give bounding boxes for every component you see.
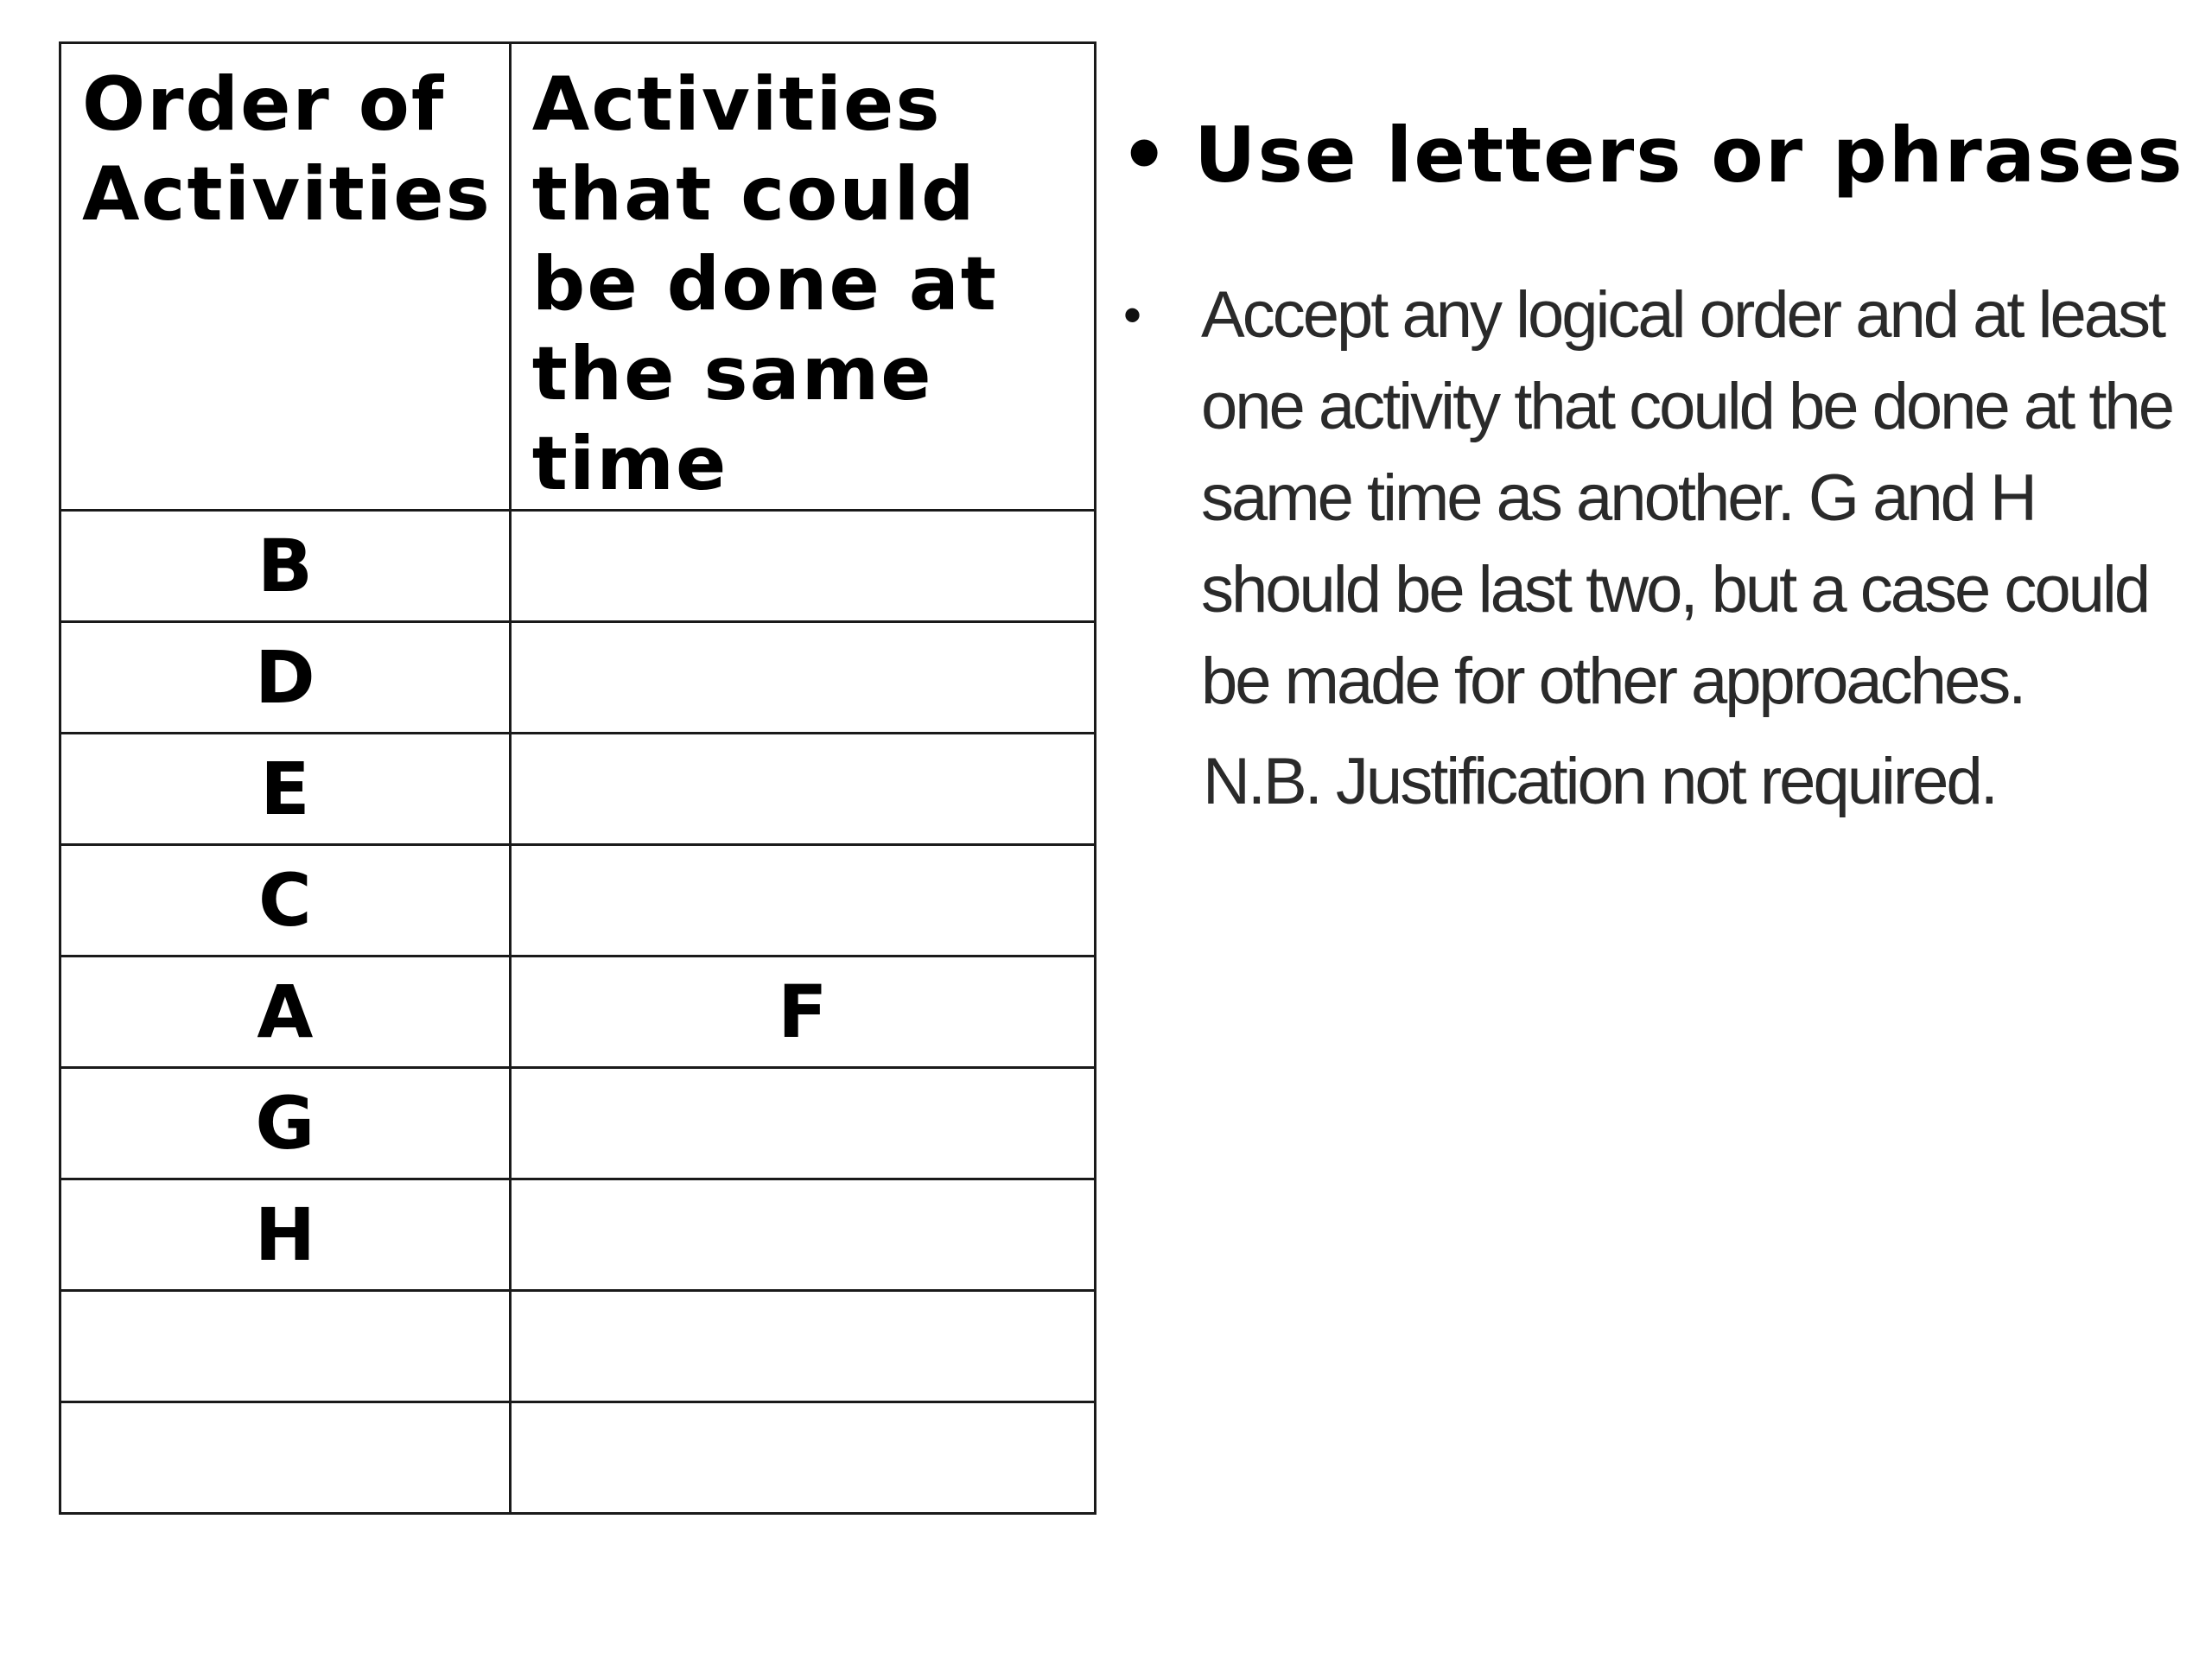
table-row <box>60 511 1096 622</box>
note-detail-text: Accept any logical order and at least one activity that could be done at the same time as another. G and H should be last two, but a case could be made for other approaches. <box>1201 278 2172 718</box>
order-cell <box>60 1291 511 1402</box>
order-cell: C <box>60 845 511 957</box>
column-header-same-time: Activities that could be done at the same time <box>510 43 1095 511</box>
same-time-cell <box>510 845 1095 957</box>
order-cell <box>60 1402 511 1514</box>
table-row <box>60 1291 1096 1402</box>
activity-order-table <box>59 41 1096 1515</box>
column-header-order: Order of Activities <box>60 43 511 511</box>
note-detail <box>1115 270 2195 728</box>
table-row <box>60 1068 1096 1179</box>
same-time-cell <box>510 622 1095 734</box>
same-time-cell <box>510 1179 1095 1291</box>
marking-notes <box>1115 104 2195 828</box>
same-time-cell: F <box>510 957 1095 1068</box>
order-cell: D <box>60 622 511 734</box>
same-time-cell <box>510 1068 1095 1179</box>
table-header-row <box>60 43 1096 511</box>
same-time-cell <box>510 1402 1095 1514</box>
same-time-cell <box>510 1291 1095 1402</box>
table-row <box>60 957 1096 1068</box>
order-cell: H <box>60 1179 511 1291</box>
table-row <box>60 622 1096 734</box>
order-cell: G <box>60 1068 511 1179</box>
note-nb: N.B. Justification not required. <box>1203 745 1996 818</box>
order-cell: B <box>60 511 511 622</box>
bullet-icon: • <box>1120 111 1171 200</box>
order-cell: E <box>60 734 511 845</box>
note-main-text: Use letters or phrases <box>1194 111 2184 200</box>
order-cell: A <box>60 957 511 1068</box>
table-row <box>60 1179 1096 1291</box>
same-time-cell <box>510 734 1095 845</box>
table-row <box>60 845 1096 957</box>
table-row <box>60 1402 1096 1514</box>
note-main <box>1115 104 2195 207</box>
bullet-icon: • <box>1123 286 1140 344</box>
table-row <box>60 734 1096 845</box>
same-time-cell <box>510 511 1095 622</box>
